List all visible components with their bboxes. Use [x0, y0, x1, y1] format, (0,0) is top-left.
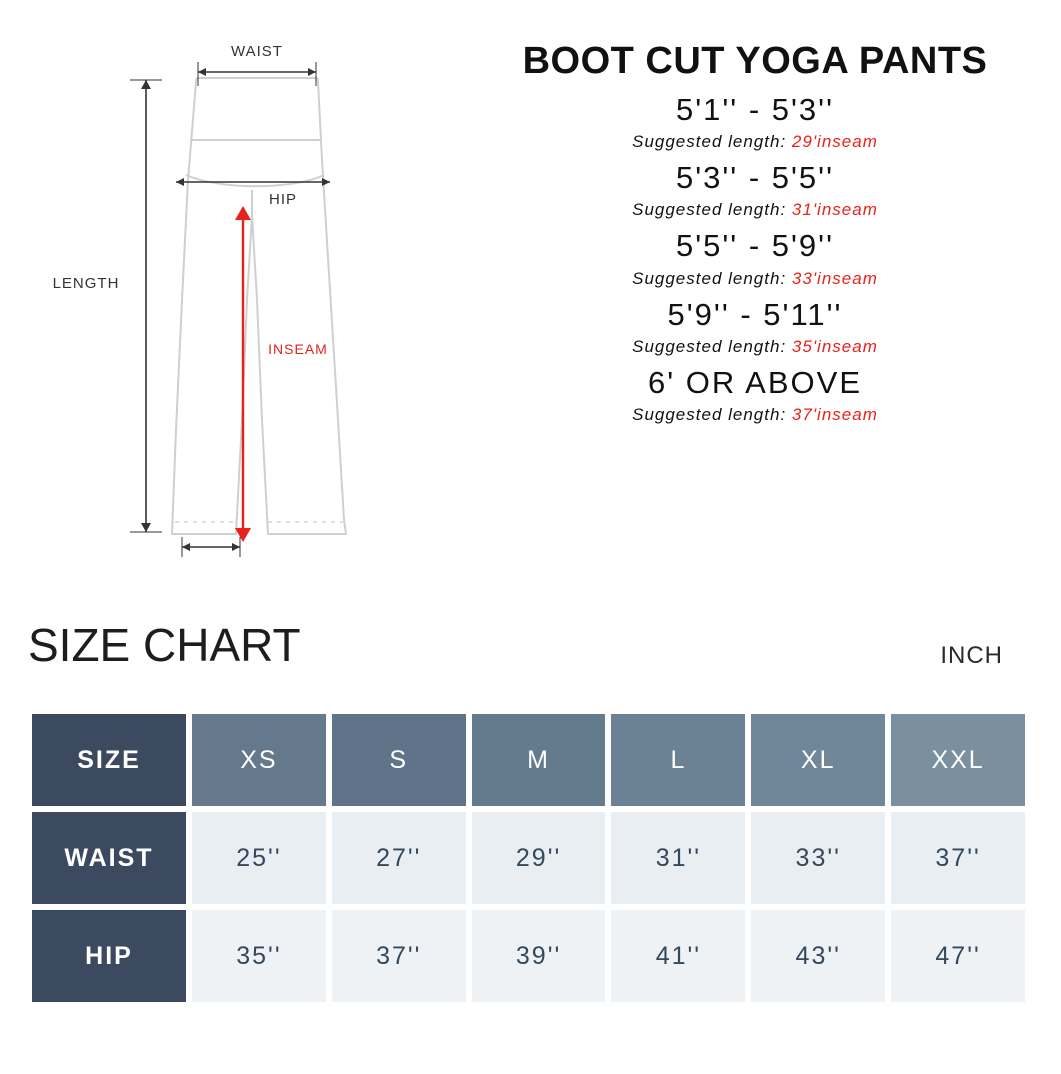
height-range-5: 6' OR ABOVE: [648, 364, 862, 400]
size-chart-title: SIZE CHART: [28, 619, 301, 671]
suggested-length-prefix-3: Suggested length:: [632, 268, 787, 288]
suggested-length-value-5: 37'inseam: [791, 405, 878, 425]
waist-l: 31'': [611, 812, 745, 904]
waist-m: 29'': [472, 812, 606, 904]
waist-xl: 33'': [751, 812, 885, 904]
suggested-length-4: [455, 337, 1055, 357]
page-title: BOOT CUT YOGA PANTS: [522, 40, 988, 82]
suggested-length-value-3: 33'inseam: [791, 268, 878, 288]
waist-xxl: 37'': [891, 812, 1025, 904]
hip-label: HIP: [268, 191, 298, 208]
suggested-length-prefix-4: Suggested length:: [632, 336, 787, 356]
hip-xs: 35'': [192, 910, 326, 1002]
size-chart-unit: INCH: [940, 642, 1003, 669]
table-row-waist: [32, 812, 1025, 904]
table-header-l: L: [611, 714, 745, 806]
waist-label: WAIST: [231, 43, 283, 60]
size-chart-table: [26, 708, 1031, 1008]
hip-l: 41'': [611, 910, 745, 1002]
size-chart-header: [0, 600, 1061, 708]
size-chart-section: [0, 600, 1061, 1008]
suggested-length-value-4: 35'inseam: [791, 336, 878, 356]
hip-m: 39'': [472, 910, 606, 1002]
suggested-length-prefix-5: Suggested length:: [632, 405, 787, 425]
suggested-length-value-2: 31'inseam: [791, 200, 878, 220]
height-range-2: 5'3'' - 5'5'': [675, 159, 835, 195]
table-header-m: M: [472, 714, 606, 806]
suggested-length-5: [455, 405, 1055, 425]
inseam-label: INSEAM: [268, 341, 328, 357]
hem-measure-line: [182, 537, 240, 557]
waist-xs: 25'': [192, 812, 326, 904]
suggested-length-3: [455, 269, 1055, 289]
height-range-3: 5'5'' - 5'9'': [675, 228, 835, 264]
suggested-length-prefix-1: Suggested length:: [632, 131, 787, 151]
suggested-length-2: [455, 200, 1055, 220]
waist-s: 27'': [332, 812, 466, 904]
suggested-length-prefix-2: Suggested length:: [632, 200, 787, 220]
table-row-header: [32, 714, 1025, 806]
table-header-s: S: [332, 714, 466, 806]
table-header-size: SIZE: [32, 714, 186, 806]
suggested-length-value-1: 29'inseam: [791, 131, 878, 151]
row-label-waist: WAIST: [32, 812, 186, 904]
table-header-xxl: XXL: [891, 714, 1025, 806]
pants-diagram: [0, 0, 470, 600]
length-measure-line: [130, 80, 162, 532]
suggested-length-1: [455, 132, 1055, 152]
length-label: LENGTH: [52, 275, 120, 292]
product-size-info: [455, 40, 1055, 431]
hip-s: 37'': [332, 910, 466, 1002]
table-header-xl: XL: [751, 714, 885, 806]
waist-measure-line: [198, 62, 316, 86]
height-range-4: 5'9'' - 5'11'': [667, 296, 843, 332]
table-row-hip: [32, 910, 1025, 1002]
table-header-xs: XS: [192, 714, 326, 806]
hip-xxl: 47'': [891, 910, 1025, 1002]
height-range-1: 5'1'' - 5'3'': [675, 91, 835, 127]
pants-outline-shape: [172, 78, 346, 534]
hip-xl: 43'': [751, 910, 885, 1002]
row-label-hip: HIP: [32, 910, 186, 1002]
